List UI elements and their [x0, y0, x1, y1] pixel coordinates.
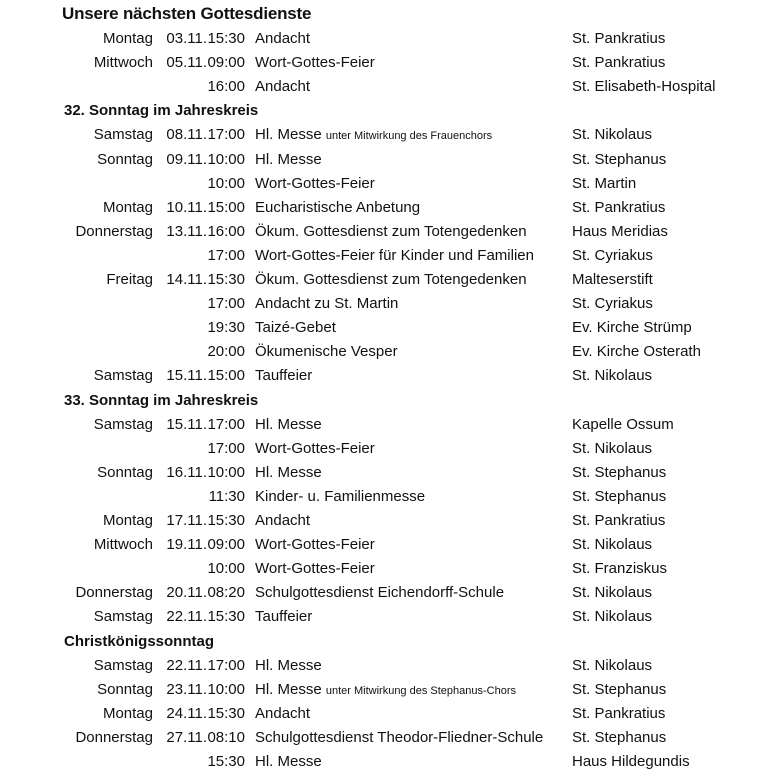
event-label: [255, 51, 375, 75]
day-label: Sonntag: [97, 463, 153, 481]
place-label: St. Cyriakus: [572, 295, 653, 313]
time-label: 10:00: [207, 174, 245, 192]
place-label: St. Nikolaus: [572, 126, 653, 144]
event-title: Tauffeier: [255, 608, 313, 626]
event-label: [255, 172, 375, 196]
event-label: [255, 27, 310, 51]
service-row: [0, 413, 780, 437]
day-label: Samstag: [93, 415, 153, 433]
place-label: St. Martin: [572, 174, 637, 192]
time-label: 17:00: [207, 295, 245, 313]
time-label: 17:00: [207, 656, 245, 674]
event-title: Andacht: [255, 78, 311, 96]
service-row: [0, 437, 780, 461]
day-label: Mittwoch: [93, 54, 153, 72]
time-label: 15:00: [207, 198, 245, 216]
time-label: 15:00: [207, 367, 245, 385]
event-label: [255, 413, 322, 437]
place-label: St. Nikolaus: [572, 439, 653, 457]
date-label: 23.11.: [166, 680, 207, 698]
time-label: 09:00: [207, 536, 245, 554]
place-label: St. Pankratius: [572, 198, 666, 216]
time-label: 16:00: [207, 222, 245, 240]
day-label: Donnerstag: [75, 222, 153, 240]
service-row: [0, 678, 780, 702]
event-title: Ökum. Gottesdienst zum Totengedenken: [255, 222, 527, 240]
event-label: [255, 196, 420, 220]
event-title: Ökumenische Vesper: [255, 343, 398, 361]
place-label: St. Cyriakus: [572, 246, 653, 264]
event-title: Taizé-Gebet: [255, 319, 336, 337]
date-label: 15.11.: [166, 415, 207, 433]
event-label: [255, 340, 398, 364]
service-row: [0, 75, 780, 99]
time-label: 15:30: [207, 30, 245, 47]
place-label: St. Elisabeth-Hospital: [572, 78, 716, 96]
place-label: St. Stephanus: [572, 487, 667, 505]
day-label: Samstag: [93, 126, 153, 144]
event-note: unter Mitwirkung des Frauenchors: [325, 130, 493, 143]
place-label: St. Pankratius: [572, 512, 666, 529]
event-title: Hl. Messe: [255, 126, 322, 144]
date-label: 09.11.: [166, 150, 207, 168]
date-label: 15.11.: [166, 367, 207, 385]
time-label: 16:00: [207, 78, 245, 96]
service-row: [0, 461, 780, 485]
time-label: 10:00: [207, 680, 245, 698]
event-note: unter Mitwirkung des Stephanus-Chors: [325, 684, 517, 697]
place-label: St. Franziskus: [572, 560, 668, 578]
event-label: [255, 605, 312, 629]
place-label: St. Pankratius: [572, 704, 666, 722]
day-label: Montag: [102, 704, 153, 722]
date-label: 24.11.: [166, 704, 207, 722]
date-label: 20.11.: [166, 584, 207, 602]
section-heading: 32. Sonntag im Jahreskreis: [64, 102, 259, 120]
place-label: St. Nikolaus: [572, 608, 653, 626]
service-row: [0, 123, 780, 147]
date-label: 22.11.: [166, 656, 207, 674]
event-label: [255, 533, 375, 557]
event-title: Wort-Gottes-Feier für Kinder und Familien: [255, 246, 534, 264]
section-heading: Christkönigssonntag: [64, 632, 215, 650]
time-label: 15:30: [207, 271, 245, 288]
event-title: Andacht: [255, 30, 311, 47]
date-label: 14.11.: [166, 271, 207, 288]
service-row: [0, 244, 780, 268]
day-label: Sonntag: [97, 150, 153, 168]
service-row: [0, 509, 780, 533]
time-label: 17:00: [207, 126, 245, 144]
time-label: 10:00: [207, 150, 245, 168]
place-label: St. Stephanus: [572, 728, 667, 746]
event-label: [255, 292, 398, 316]
event-label: [255, 702, 310, 726]
day-label: Mittwoch: [93, 536, 153, 554]
service-row: [0, 557, 780, 581]
event-title: Wort-Gottes-Feier: [255, 174, 375, 192]
event-title: Schulgottesdienst Eichendorff-Schule: [255, 584, 505, 602]
event-title: Tauffeier: [255, 367, 313, 385]
time-label: 15:30: [207, 512, 245, 529]
time-label: 17:00: [207, 415, 245, 433]
date-label: 05.11.: [166, 54, 207, 72]
event-title: Eucharistische Anbetung: [255, 198, 421, 216]
day-label: Samstag: [93, 608, 153, 626]
service-row: [0, 196, 780, 220]
service-row: [0, 340, 780, 364]
time-label: 09:00: [207, 54, 245, 72]
service-row: [0, 148, 780, 172]
service-row: [0, 750, 780, 774]
event-title: Andacht zu St. Martin: [255, 295, 399, 313]
place-label: Malteserstift: [572, 271, 653, 288]
section-heading: 33. Sonntag im Jahreskreis: [64, 391, 259, 409]
event-label: [255, 268, 527, 292]
event-label: [255, 437, 375, 461]
date-label: 27.11.: [166, 728, 207, 746]
date-label: 17.11.: [166, 512, 207, 529]
day-label: Sonntag: [97, 680, 153, 698]
time-label: 08:20: [207, 584, 245, 602]
day-label: Montag: [102, 198, 153, 216]
event-label: [255, 654, 322, 678]
event-title: Ökum. Gottesdienst zum Totengedenken: [255, 271, 527, 288]
day-label: Samstag: [93, 656, 153, 674]
place-label: Haus Meridias: [572, 222, 668, 240]
date-label: 13.11.: [166, 222, 207, 240]
time-label: 11:30: [208, 487, 245, 505]
date-label: 10.11.: [166, 198, 207, 216]
time-label: 15:30: [207, 753, 245, 770]
service-row: [0, 51, 780, 75]
event-label: [255, 244, 534, 268]
place-label: Ev. Kirche Strümp: [572, 319, 692, 337]
event-title: Wort-Gottes-Feier: [255, 536, 375, 554]
event-label: [255, 726, 543, 750]
event-label: [255, 148, 322, 172]
time-label: 20:00: [207, 343, 245, 361]
event-title: Hl. Messe: [255, 150, 322, 168]
service-row: [0, 172, 780, 196]
service-row: [0, 292, 780, 316]
event-label: [255, 364, 312, 388]
time-label: 15:30: [207, 704, 245, 722]
event-title: Hl. Messe: [255, 656, 322, 674]
event-label: [255, 581, 504, 605]
event-label: [255, 316, 336, 340]
service-row: [0, 702, 780, 726]
place-label: Ev. Kirche Osterath: [572, 343, 701, 361]
event-title: Wort-Gottes-Feier: [255, 54, 375, 72]
date-label: 22.11.: [166, 608, 207, 626]
service-row: [0, 316, 780, 340]
time-label: 08:10: [207, 728, 245, 746]
place-label: St. Stephanus: [572, 680, 667, 698]
day-label: Freitag: [106, 271, 153, 288]
event-label: [255, 509, 310, 533]
place-label: St. Stephanus: [572, 150, 667, 168]
time-label: 19:30: [207, 319, 245, 337]
service-row: [0, 268, 780, 292]
service-row: [0, 364, 780, 388]
time-label: 17:00: [207, 246, 245, 264]
place-label: St. Pankratius: [572, 54, 666, 72]
event-label: [255, 461, 322, 485]
event-label: [255, 220, 527, 244]
event-title: Andacht: [255, 704, 311, 722]
event-label: [255, 557, 375, 581]
event-title: Andacht: [255, 512, 311, 529]
service-row: [0, 27, 780, 51]
place-label: St. Nikolaus: [572, 656, 653, 674]
time-label: 15:30: [207, 608, 245, 626]
place-label: St. Nikolaus: [572, 367, 653, 385]
place-label: Kapelle Ossum: [572, 415, 674, 433]
place-label: St. Nikolaus: [572, 584, 653, 602]
service-row: [0, 726, 780, 750]
event-title: Hl. Messe: [255, 680, 322, 698]
service-row: [0, 605, 780, 629]
day-label: Montag: [102, 512, 153, 529]
event-title: Hl. Messe: [255, 753, 322, 770]
event-title: Wort-Gottes-Feier: [255, 560, 375, 578]
event-label: [255, 123, 492, 148]
date-label: 19.11.: [166, 536, 207, 554]
day-label: Samstag: [93, 367, 153, 385]
date-label: 03.11.: [166, 30, 207, 47]
event-label: [255, 485, 425, 509]
event-label: [255, 75, 310, 99]
date-label: 16.11.: [166, 463, 207, 481]
event-label: [255, 678, 516, 703]
day-label: Donnerstag: [75, 728, 153, 746]
service-row: [0, 654, 780, 678]
place-label: Haus Hildegundis: [572, 753, 690, 770]
service-row: [0, 581, 780, 605]
place-label: St. Pankratius: [572, 30, 666, 47]
service-row: [0, 220, 780, 244]
event-title: Wort-Gottes-Feier: [255, 439, 375, 457]
event-title: Kinder- u. Familienmesse: [255, 487, 426, 505]
service-row: [0, 485, 780, 509]
event-label: [255, 750, 322, 774]
place-label: St. Stephanus: [572, 463, 667, 481]
time-label: 10:00: [207, 463, 245, 481]
event-title: Hl. Messe: [255, 463, 322, 481]
time-label: 10:00: [207, 560, 245, 578]
event-title: Schulgottesdienst Theodor-Fliedner-Schule: [255, 728, 544, 746]
day-label: Donnerstag: [75, 584, 153, 602]
date-label: 08.11.: [166, 126, 207, 144]
day-label: Montag: [102, 30, 153, 47]
service-row: [0, 533, 780, 557]
time-label: 17:00: [207, 439, 245, 457]
place-label: St. Nikolaus: [572, 536, 653, 554]
event-title: Hl. Messe: [255, 415, 322, 433]
page-title: Unsere nächsten Gottesdienste: [62, 4, 312, 23]
